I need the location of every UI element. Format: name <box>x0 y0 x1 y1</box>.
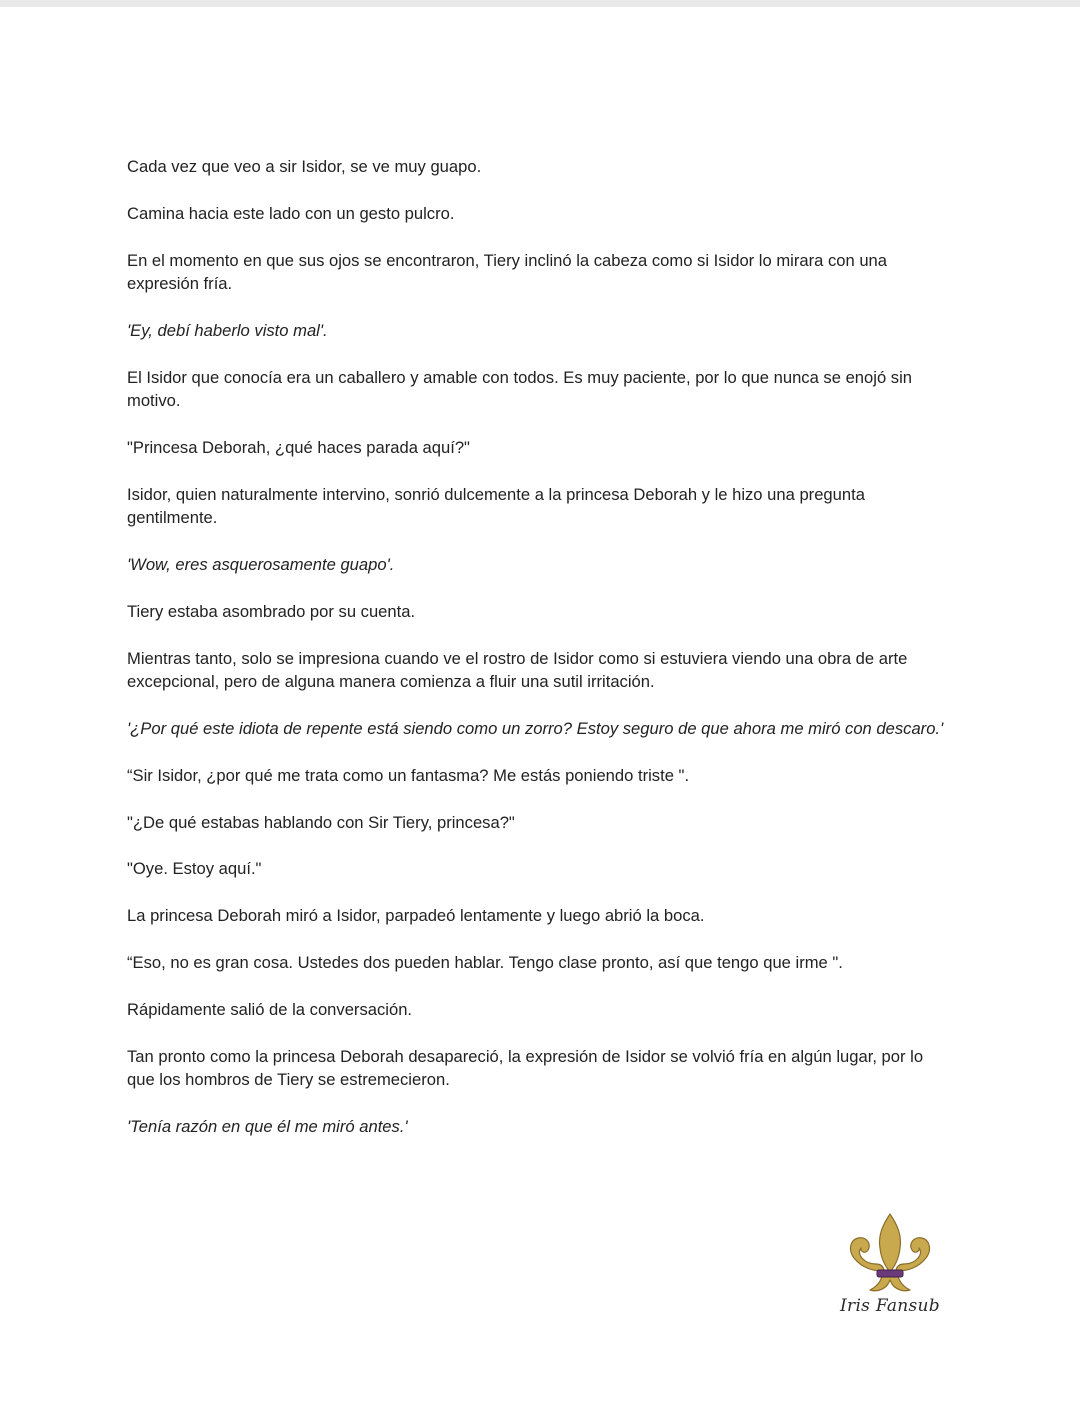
paragraph: Rápidamente salió de la conversación. <box>127 999 413 1019</box>
thought-paragraph: 'Wow, eres asquerosamente guapo'. <box>127 555 395 575</box>
paragraph: Tan pronto como la princesa Deborah desapareció, la expresión de Isidor se volvió fría en algún lugar, por lo que los hombros de Tiery se estremecieron. <box>127 1046 924 1090</box>
iris-fansub-logo <box>838 1212 942 1324</box>
paragraph: La princesa Deborah miró a Isidor, parpadeó lentamente y luego abrió la boca. <box>127 906 705 926</box>
paragraph: Isidor, quien naturalmente intervino, sonrió dulcemente a la princesa Deborah y le hizo una pregunta gentilmente. <box>127 484 865 528</box>
thought-paragraph: 'Ey, debí haberlo visto mal'. <box>127 320 328 340</box>
logo-text: Iris Fansub <box>840 1296 940 1316</box>
paragraph: "¿De qué estabas hablando con Sir Tiery, princesa?" <box>127 812 515 832</box>
document-body <box>127 155 947 1162</box>
paragraph: Mientras tanto, solo se impresiona cuando ve el rostro de Isidor como si estuviera viendo una obra de arte excepcional, pero de alguna manera comienza a fluir una sutil irritación. <box>127 648 908 692</box>
paragraph: “Eso, no es gran cosa. Ustedes dos pueden hablar. Tengo clase pronto, así que tengo que irme ". <box>127 952 843 972</box>
thought-paragraph: '¿Por qué este idiota de repente está siendo como un zorro? Estoy seguro de que ahora me miró con descaro.' <box>127 718 944 738</box>
fleur-de-lis-icon <box>844 1212 936 1296</box>
paragraph: En el momento en que sus ojos se encontraron, Tiery inclinó la cabeza como si Isidor lo mirara con una expresión fría. <box>127 250 888 294</box>
paragraph: Tiery estaba asombrado por su cuenta. <box>127 601 416 621</box>
paragraph: Cada vez que veo a sir Isidor, se ve muy guapo. <box>127 157 482 176</box>
paragraph: "Oye. Estoy aquí." <box>127 859 262 879</box>
paragraph: Camina hacia este lado con un gesto pulcro. <box>127 203 455 223</box>
top-border <box>0 0 1080 7</box>
paragraph: “Sir Isidor, ¿por qué me trata como un fantasma? Me estás poniendo triste ". <box>127 765 690 785</box>
paragraph: El Isidor que conocía era un caballero y amable con todos. Es muy paciente, por lo que nunca se enojó sin motivo. <box>127 367 912 411</box>
paragraph: "Princesa Deborah, ¿qué haces parada aquí?" <box>127 437 470 457</box>
thought-paragraph: 'Tenía razón en que él me miró antes.' <box>127 1116 408 1136</box>
